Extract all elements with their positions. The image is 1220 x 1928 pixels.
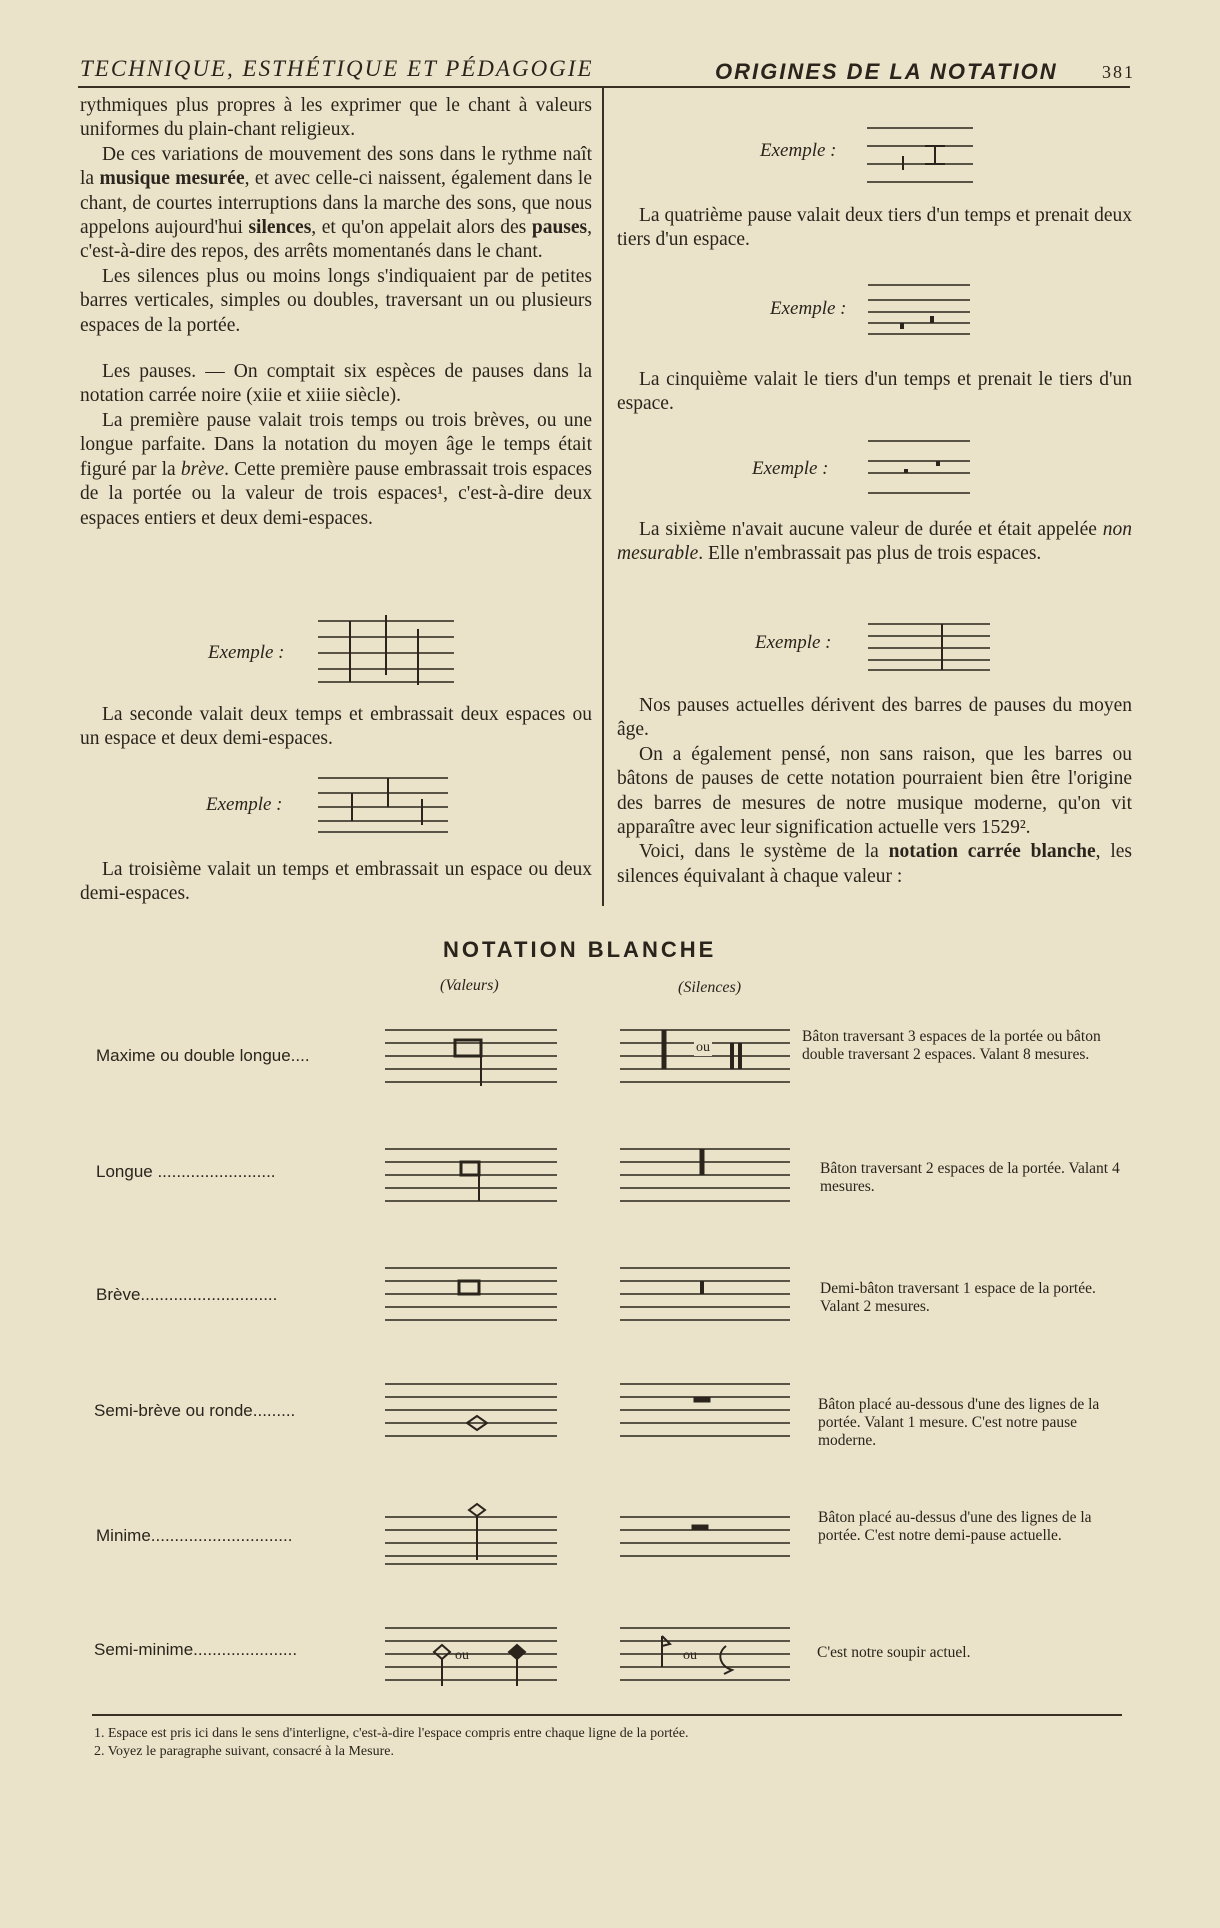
- silence-staff-breve: [620, 1264, 795, 1324]
- value-staff-maxime: [385, 1026, 560, 1088]
- row-desc-semibreve: Bâton placé au-dessous d'une des lignes de la portée. Valant 1 mesure. C'est notre pause moderne.: [818, 1396, 1100, 1449]
- value-staff-longue: [385, 1145, 560, 1205]
- example-label: Exemple :: [208, 642, 285, 663]
- paragraph: Nos pauses actuelles dérivent des barres de pauses du moyen âge.: [617, 695, 1132, 741]
- row-label-breve: Brève.............................: [96, 1285, 278, 1304]
- or-word: ou: [696, 1040, 710, 1055]
- value-staff-semiminime: [385, 1624, 560, 1689]
- value-staff-breve: [385, 1264, 560, 1324]
- paragraph: De ces variations de mouvement des sons dans le rythme naît la musique mesurée, et avec celle-ci naissent, également dans le chant, de courtes interruptions dans la marche des sons, que nous appelons aujourd'hui silences, et qu'on appelait alors des pauses, c'est-à-dire des repos, des arrêts momentanés dans le chant.: [80, 143, 592, 263]
- paragraph: On a également pensé, non sans raison, que les barres ou bâtons de pauses de cette notation pourraient bien être l'origine des barres de mesures de notre musique moderne, qu'on vit apparaître avec leur signification actuelle vers 1529².: [617, 743, 1132, 839]
- paragraph: La quatrième pause valait deux tiers d'un temps et prenait deux tiers d'un espace.: [617, 205, 1132, 251]
- example-label: Exemple :: [206, 794, 283, 815]
- column-header-silences: (Silences): [678, 979, 742, 996]
- row-label-minime: Minime..............................: [96, 1526, 293, 1545]
- or-word: ou: [455, 1648, 469, 1663]
- value-staff-semibreve: [385, 1380, 560, 1440]
- example-label: Exemple :: [752, 458, 829, 479]
- pause-example-4: [866, 282, 978, 340]
- silence-staff-minime: [620, 1500, 795, 1565]
- row-desc-breve: Demi-bâton traversant 1 espace de la portée. Valant 2 mesures.: [820, 1280, 1096, 1315]
- paragraph: Les silences plus ou moins longs s'indiquaient par de petites barres verticales, simples ou doubles, traversant un ou plusieurs espaces de la portée.: [80, 265, 592, 336]
- row-desc-longue: Bâton traversant 2 espaces de la portée. Valant 4 mesures.: [820, 1160, 1120, 1195]
- right-column-text: [617, 204, 1132, 253]
- footnote-2: 2. Voyez le paragraphe suivant, consacré à la Mesure.: [94, 1744, 394, 1759]
- right-column-text-2: [617, 368, 1132, 417]
- pause-example-6: [866, 610, 996, 670]
- row-label-maxime: Maxime ou double longue....: [96, 1046, 310, 1065]
- row-label-semiminime: Semi-minime......................: [94, 1640, 298, 1659]
- paragraph: La troisième valait un temps et embrassait un espace ou deux demi-espaces.: [80, 859, 592, 905]
- footnote-rule: [92, 1714, 1122, 1716]
- running-head-left: TECHNIQUE, ESTHÉTIQUE ET PÉDAGOGIE: [80, 56, 594, 81]
- paragraph: rythmiques plus propres à les exprimer que le chant à valeurs uniformes du plain-chant religieux.: [80, 95, 592, 141]
- pause-example-5: [866, 435, 978, 500]
- example-label: Exemple :: [755, 632, 832, 653]
- pause-example-3: [865, 124, 980, 186]
- left-column-text: [80, 94, 592, 531]
- paragraph: La sixième n'avait aucune valeur de durée et était appelée non mesurable. Elle n'embrassait pas plus de trois espaces.: [617, 519, 1132, 565]
- paragraph: Voici, dans le système de la notation carrée blanche, les silences équivalant à chaque valeur :: [617, 841, 1132, 887]
- pause-example-1: [318, 615, 458, 685]
- silence-staff-semibreve: [620, 1380, 795, 1440]
- header-rule: [78, 86, 1130, 88]
- row-label-semibreve: Semi-brève ou ronde.........: [94, 1401, 296, 1420]
- right-column-text-4: [617, 694, 1132, 889]
- example-label: Exemple :: [760, 140, 837, 161]
- column-divider: [602, 86, 604, 906]
- page-number: 381: [1102, 62, 1135, 82]
- running-head-right: ORIGINES DE LA NOTATION: [715, 59, 1058, 84]
- left-column-text-2: [80, 703, 592, 752]
- example-label: Exemple :: [770, 298, 847, 319]
- row-desc-minime: Bâton placé au-dessus d'une des lignes de la portée. C'est notre demi-pause actuelle.: [818, 1509, 1092, 1544]
- row-label-longue: Longue .........................: [96, 1162, 276, 1181]
- paragraph: La cinquième valait le tiers d'un temps et prenait le tiers d'un espace.: [617, 369, 1132, 415]
- row-desc-semiminime: C'est notre soupir actuel.: [817, 1644, 971, 1661]
- paragraph: La première pause valait trois temps ou trois brèves, ou une longue parfaite. Dans la notation du moyen âge le temps était figuré par la brève. Cette première pause embrassait trois espaces de la portée ou la valeur de trois espaces¹, c'est-à-dire deux espaces entiers et deux demi-espaces.: [80, 409, 592, 529]
- silence-staff-semiminime: [620, 1624, 795, 1689]
- or-word: ou: [683, 1648, 697, 1663]
- footnote-1: 1. Espace est pris ici dans le sens d'interligne, c'est-à-dire l'espace compris entre chaque ligne de la portée.: [94, 1726, 689, 1741]
- right-column-text-3: [617, 518, 1132, 567]
- silence-staff-longue: [620, 1145, 795, 1205]
- table-title: NOTATION BLANCHE: [443, 937, 717, 962]
- paragraph: La seconde valait deux temps et embrassait deux espaces ou un espace et deux demi-espaces.: [80, 704, 592, 750]
- paragraph: Les pauses. — On comptait six espèces de pauses dans la notation carrée noire (xiie et xiiie siècle).: [80, 361, 592, 407]
- value-staff-minime: [385, 1500, 560, 1565]
- row-desc-maxime: Bâton traversant 3 espaces de la portée ou bâton double traversant 2 espaces. Valant 8 mesures.: [802, 1028, 1101, 1063]
- pause-example-2: [318, 775, 458, 835]
- column-header-values: (Valeurs): [440, 977, 499, 994]
- left-column-text-3: [80, 858, 592, 907]
